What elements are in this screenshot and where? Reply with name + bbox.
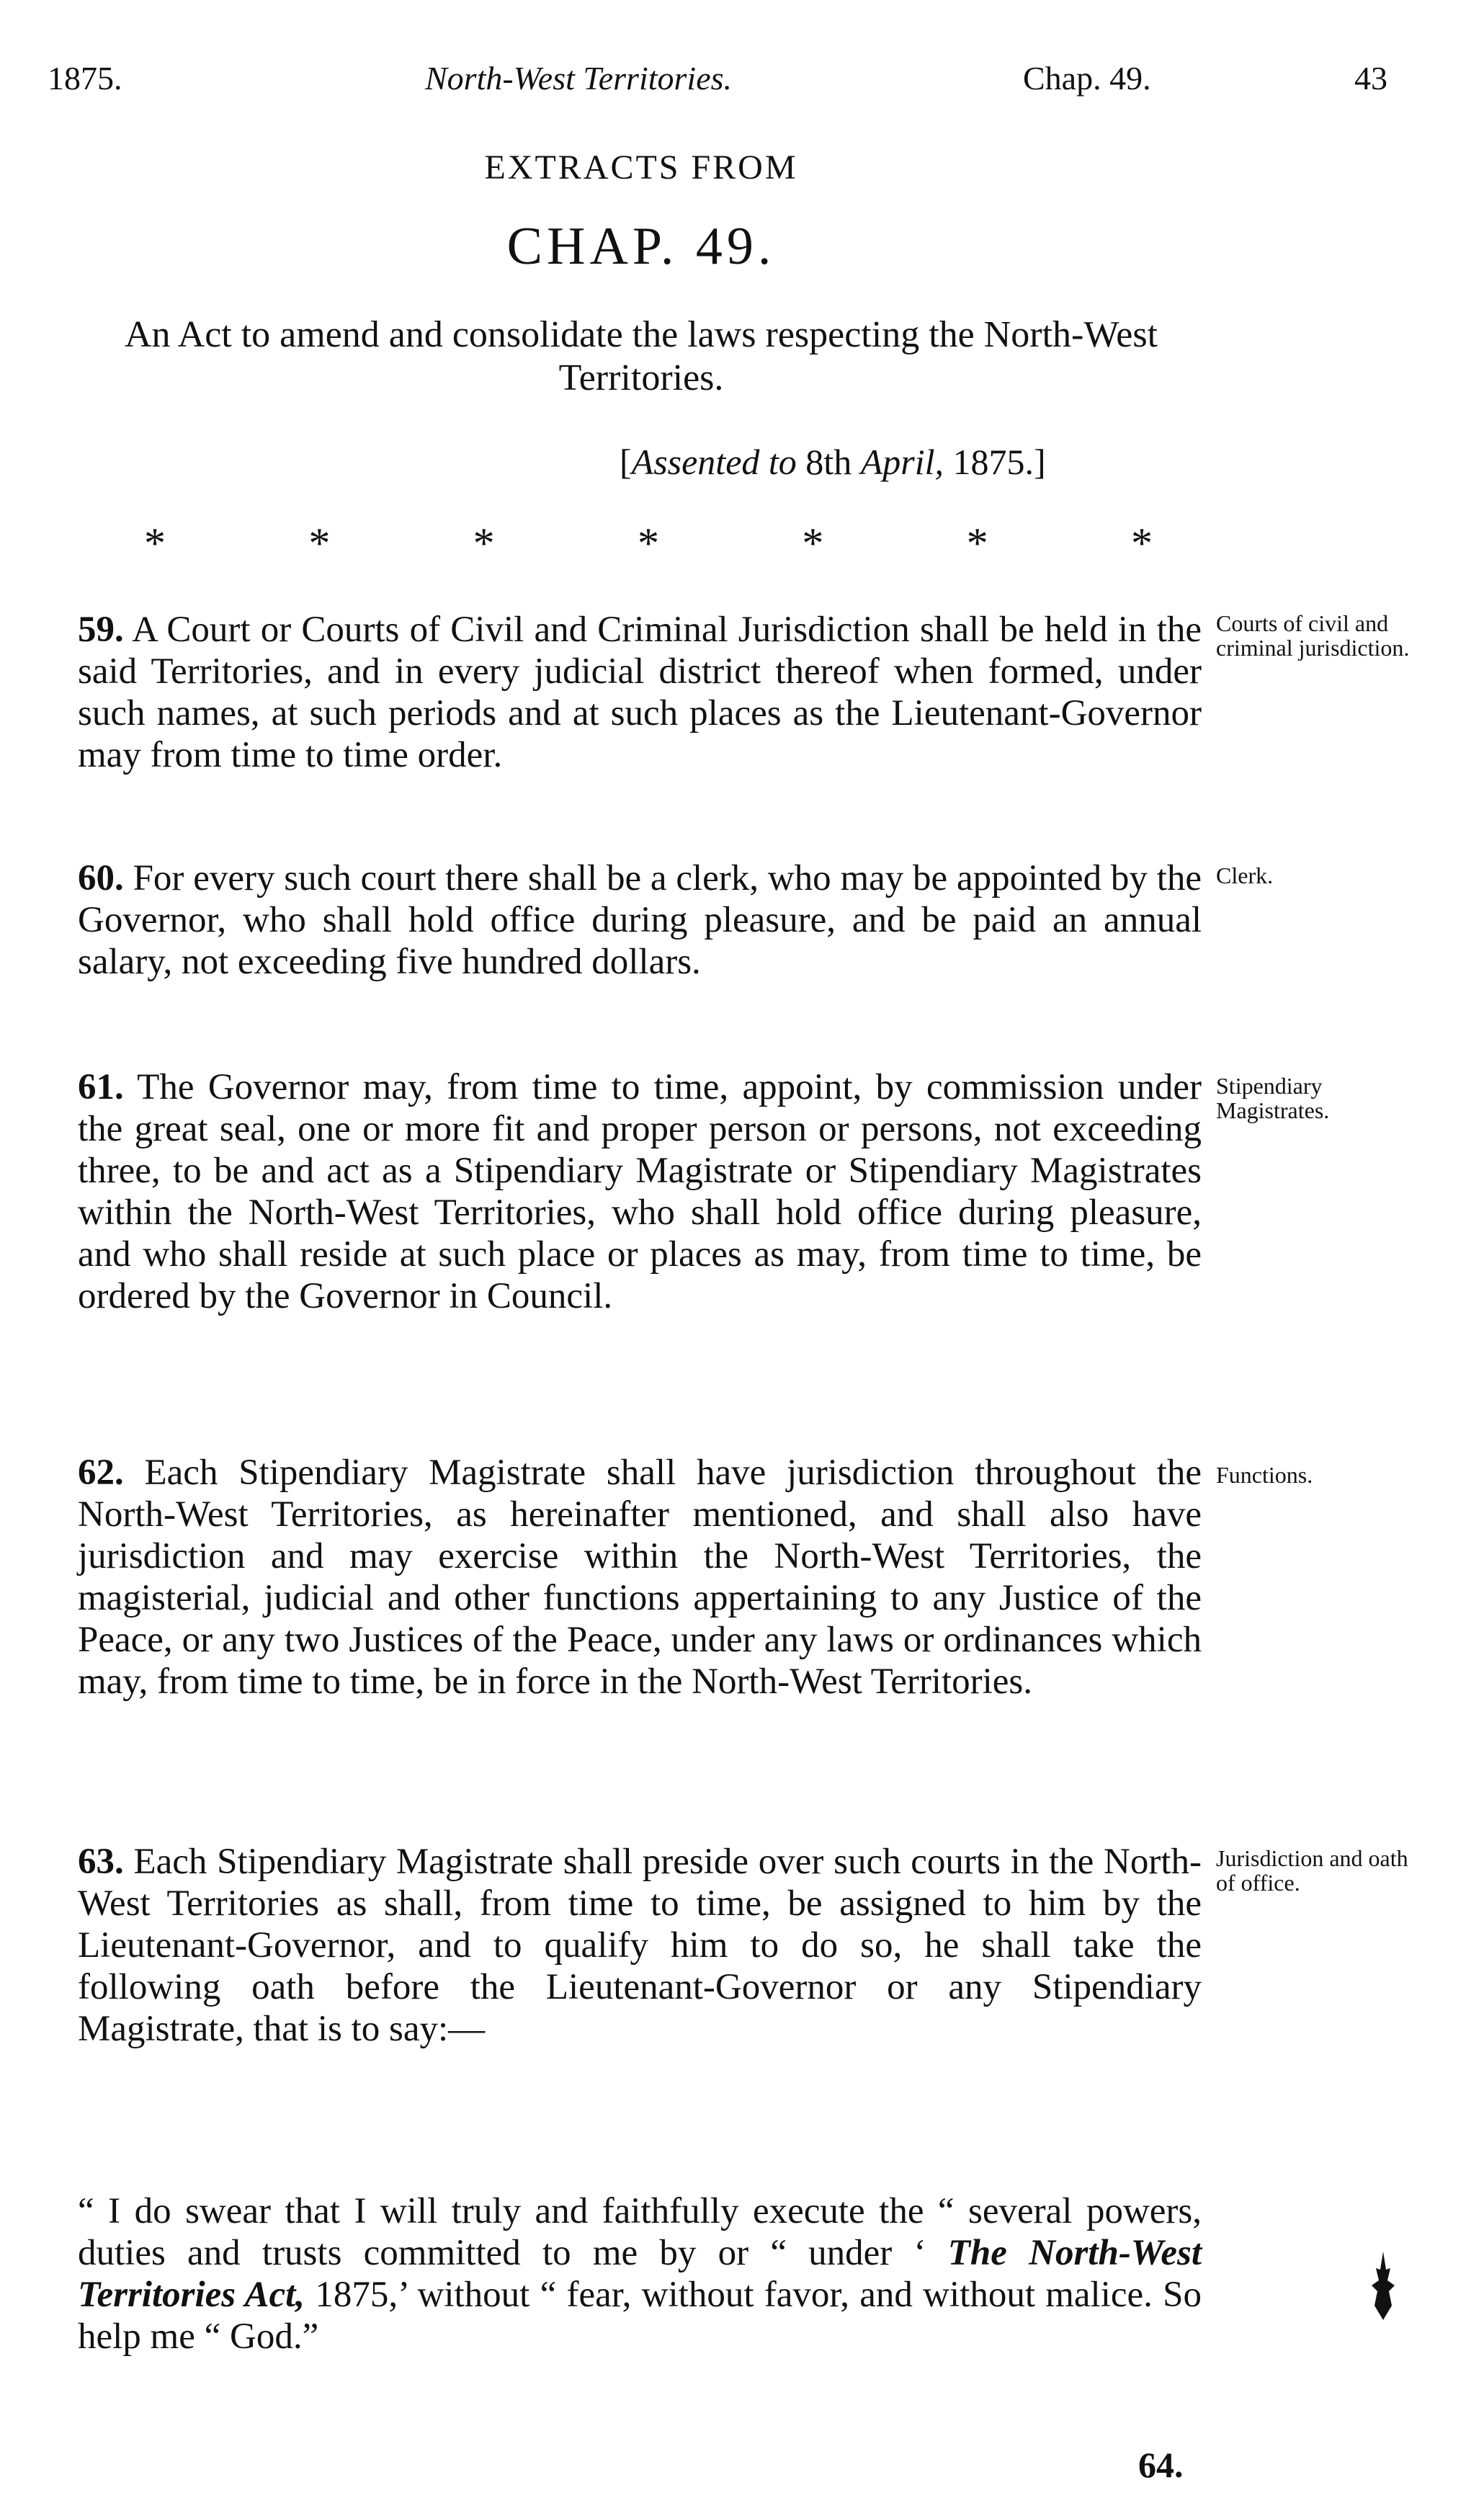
- chapter-heading: CHAP. 49.: [506, 217, 776, 276]
- header-page-number: 43: [1354, 60, 1387, 97]
- assent-date: [620, 441, 1046, 483]
- section-59: [78, 609, 1202, 776]
- printer-ornament-icon: [1362, 2248, 1405, 2327]
- section-number: 63.: [78, 1842, 124, 1882]
- section-62: [78, 1452, 1202, 1703]
- extracts-heading: EXTRACTS FROM: [484, 148, 798, 187]
- asterisk: *: [308, 519, 331, 567]
- asterisk: *: [144, 519, 166, 567]
- assent-year: 1875.]: [952, 442, 1046, 482]
- section-text: The Governor may, from time to time, appoint, by commission under the great seal, one or more fit and proper person or persons, not exceeding three, to be and act as a Stipendiary Magistrate or Stipendiary Magistrates within the North-West Territories, who shall hold office during pleasure, and who shall reside at such place or places as may, from time to time, be ordered by the Governor in Council.: [78, 1067, 1202, 1316]
- section-text: Each Stipendiary Magistrate shall have jurisdiction throughout the North-West Territories, as hereinafter mentioned, and shall also have jurisdiction and may exercise within the North-West Territories, the magisterial, judicial and other functions appertaining to any Justice of the Peace, or any two Justices of the Peace, under any laws or ordinances which may, from time to time, be in force in the North-West Territories.: [78, 1453, 1202, 1702]
- catchword: 64.: [1138, 2445, 1184, 2485]
- asterisk: *: [966, 519, 988, 567]
- section-number: 59.: [78, 610, 124, 650]
- assent-month: April,: [860, 442, 944, 482]
- running-header: [0, 59, 1484, 110]
- assent-day: 8th: [805, 442, 852, 482]
- section-number: 62.: [78, 1453, 124, 1493]
- section-63: [78, 1841, 1202, 2050]
- oath-text-part: 1875,’ without “ fear, without favor, and without malice. So help me “ God.”: [78, 2275, 1202, 2357]
- asterisk: *: [1130, 519, 1153, 567]
- section-text: For every such court there shall be a clerk, who may be appointed by the Governor, who shall hold office during pleasure, and be paid an annual salary, not exceeding five hundred dollars.: [78, 858, 1202, 982]
- header-year: 1875.: [48, 60, 122, 97]
- oath-text: [78, 2190, 1202, 2357]
- oath-act-name: The North-West Territories Act,: [78, 2233, 1202, 2315]
- margin-note-59: Courts of civil and criminal jurisdiction.: [1216, 610, 1410, 661]
- section-number: 61.: [78, 1067, 124, 1107]
- margin-note-62: Functions.: [1216, 1462, 1313, 1488]
- section-number: 60.: [78, 858, 124, 898]
- asterisk: *: [637, 519, 659, 567]
- section-text: A Court or Courts of Civil and Criminal Jurisdiction shall be held in the said Territories, and in every judicial district thereof when formed, under such names, at such periods and at such places as the Lieutenant-Governor may from time to time order.: [78, 610, 1202, 775]
- assent-label: Assented to: [631, 442, 797, 482]
- header-chapter: Chap. 49.: [1023, 60, 1151, 97]
- section-60: [78, 857, 1202, 983]
- asterisk: *: [802, 519, 824, 567]
- header-title: North-West Territories.: [425, 60, 733, 97]
- asterisk: *: [473, 519, 495, 567]
- section-text: Each Stipendiary Magistrate shall preside over such courts in the North-West Territories as shall, from time to time, be assigned to him by the Lieutenant-Governor, and to qualify him to do so, he shall take the following oath before the Lieutenant-Governor or any Stipendiary Magistrate, that is to say:—: [78, 1842, 1202, 2049]
- omission-asterisks: [144, 519, 1153, 568]
- assent-bracket: [: [620, 442, 632, 482]
- oath-text-part: “ I do swear that I will truly and faithfully execute the “ several powers, duties and trusts committed to me by or “ under ‘: [78, 2191, 1202, 2273]
- margin-note-61: Stipendiary Magistrates.: [1216, 1073, 1330, 1123]
- section-61: [78, 1066, 1202, 1317]
- margin-note-60: Clerk.: [1216, 862, 1274, 888]
- margin-note-63: Jurisdiction and oath of office.: [1216, 1845, 1408, 1896]
- act-title: An Act to amend and consolidate the laws respecting the North-West Territories.: [124, 314, 1158, 398]
